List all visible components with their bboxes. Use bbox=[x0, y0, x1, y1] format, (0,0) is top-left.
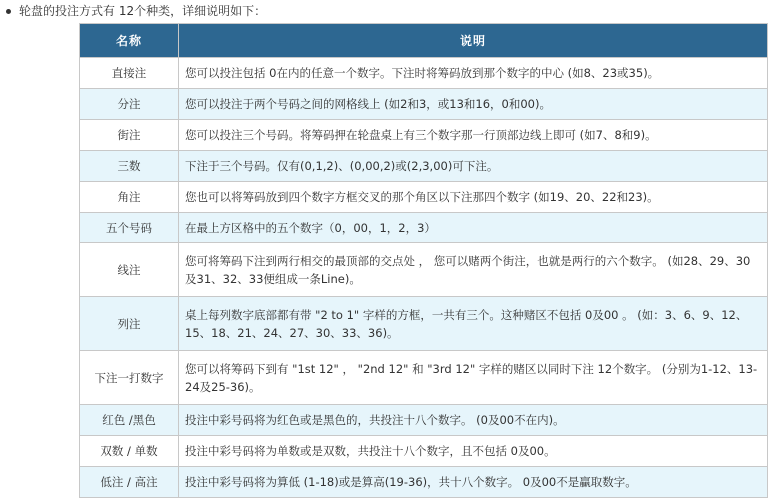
row-description: 投注中彩号码将为单数或是双数，共投注十八个数字，且不包括 0及00。 bbox=[179, 436, 768, 467]
header-name: 名称 bbox=[80, 24, 179, 58]
row-description: 桌上每列数字底部都有带 "2 to 1" 字样的方框，一共有三个。这种赌区不包括 0及00 。 (如：3、6、9、12、15、18、21、24、27、30、33、36)。 bbox=[179, 297, 768, 351]
row-description: 您可以投注于两个号码之间的网格线上 (如2和3，或13和16，0和00)。 bbox=[179, 89, 768, 120]
row-name: 下注一打数字 bbox=[80, 351, 179, 405]
table-row bbox=[80, 243, 768, 297]
table-row bbox=[80, 467, 768, 498]
row-name: 列注 bbox=[80, 297, 179, 351]
table-row bbox=[80, 351, 768, 405]
table-row bbox=[80, 151, 768, 182]
table-row bbox=[80, 89, 768, 120]
row-description: 投注中彩号码将为算低 (1-18)或是算高(19-36)，共十八个数字。 0及00不是贏取数字。 bbox=[179, 467, 768, 498]
table-row bbox=[80, 213, 768, 243]
row-name: 双数 / 单数 bbox=[80, 436, 179, 467]
table-row bbox=[80, 436, 768, 467]
row-name: 街注 bbox=[80, 120, 179, 151]
row-description: 您可以投注包括 0在内的任意一个数字。下注时将筹码放到那个数字的中心 (如8、23或35)。 bbox=[179, 58, 768, 89]
row-description: 您可以投注三个号码。将筹码押在轮盘桌上有三个数字那一行顶部边线上即可 (如7、8和9)。 bbox=[179, 120, 768, 151]
header-description: 说明 bbox=[179, 24, 768, 58]
row-name: 角注 bbox=[80, 182, 179, 213]
table-row bbox=[80, 58, 768, 89]
bullet-icon bbox=[6, 9, 11, 14]
intro-line bbox=[4, 2, 266, 20]
row-name: 红色 /黑色 bbox=[80, 405, 179, 436]
row-description: 在最上方区格中的五个数字（0，00，1，2，3） bbox=[179, 213, 768, 243]
row-name: 低注 / 高注 bbox=[80, 467, 179, 498]
table-header-row bbox=[80, 24, 768, 58]
table-row bbox=[80, 405, 768, 436]
row-description: 您可以将筹码下到有 "1st 12" ， "2nd 12" 和 "3rd 12" 字样的赌区以同时下注 12个数字。 (分别为1-12、13-24及25-36)。 bbox=[179, 351, 768, 405]
row-name: 线注 bbox=[80, 243, 179, 297]
row-description: 投注中彩号码将为红色或是黑色的，共投注十八个数字。 (0及00不在内)。 bbox=[179, 405, 768, 436]
intro-text: 轮盘的投注方式有 12个种类，详细说明如下： bbox=[19, 4, 267, 18]
row-description: 您也可以将筹码放到四个数字方框交叉的那个角区以下注那四个数字 (如19、20、22和23)。 bbox=[179, 182, 768, 213]
table-row bbox=[80, 182, 768, 213]
table-row bbox=[80, 120, 768, 151]
row-description: 下注于三个号码。仅有(0,1,2)、(0,00,2)或(2,3,00)可下注。 bbox=[179, 151, 768, 182]
row-description: 您可将筹码下注到两行相交的最顶部的交点处 ， 您可以赌两个街注，也就是两行的六个数字。 (如28、29、30及31、32、33便组成一条Line)。 bbox=[179, 243, 768, 297]
bet-types-table-wrapper bbox=[79, 23, 767, 498]
bet-types-table bbox=[79, 23, 768, 498]
row-name: 分注 bbox=[80, 89, 179, 120]
row-name: 五个号码 bbox=[80, 213, 179, 243]
row-name: 三数 bbox=[80, 151, 179, 182]
table-row bbox=[80, 297, 768, 351]
row-name: 直接注 bbox=[80, 58, 179, 89]
